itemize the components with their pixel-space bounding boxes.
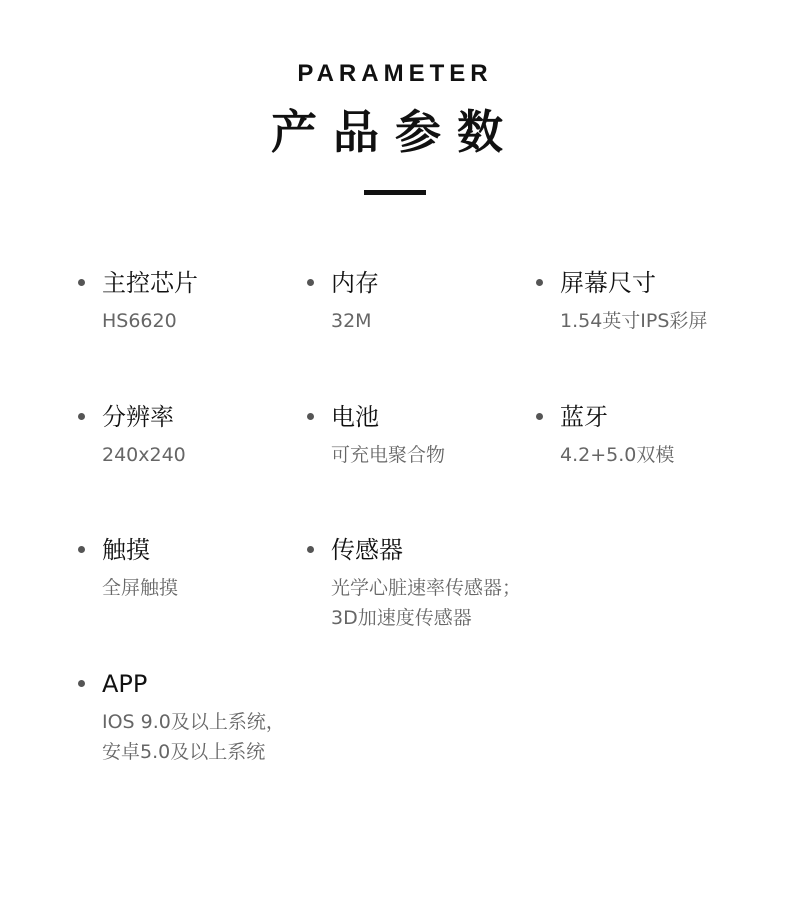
- title-english: PARAMETER: [297, 60, 493, 87]
- bullet-dot: [307, 413, 314, 420]
- param-label: 触摸: [102, 536, 150, 564]
- title-underline: [364, 190, 426, 195]
- param-label: 传感器: [331, 536, 403, 564]
- param-value-line: 3D加速度传感器: [331, 607, 472, 629]
- param-touch: [102, 535, 178, 603]
- param-label: 屏幕尺寸: [560, 269, 656, 297]
- bullet-dot: [536, 413, 543, 420]
- param-value: 1.54英寸IPS彩屏: [560, 310, 708, 332]
- param-value: 4.2+5.0双模: [560, 444, 675, 466]
- page-title: 产品参数: [271, 105, 519, 159]
- bullet-dot: [307, 546, 314, 553]
- param-bluetooth: [560, 402, 674, 470]
- param-value: HS6620: [102, 310, 177, 332]
- param-label: 分辨率: [102, 403, 174, 431]
- param-value-line: IOS 9.0及以上系统，: [102, 711, 285, 733]
- bullet-dot: [536, 279, 543, 286]
- param-sensor: [331, 535, 521, 633]
- param-value: 可充电聚合物: [331, 444, 446, 466]
- param-value: 240x240: [102, 444, 186, 466]
- param-battery: [331, 402, 445, 470]
- bullet-dot: [78, 680, 85, 687]
- param-value-line: 光学心脏速率传感器；: [331, 577, 522, 599]
- param-value: [331, 573, 521, 633]
- param-app: [102, 669, 285, 767]
- bullet-dot: [78, 279, 85, 286]
- param-label: 电池: [331, 403, 379, 431]
- param-screen-size: [560, 268, 707, 336]
- param-resolution: [102, 402, 186, 470]
- param-label: 内存: [331, 269, 379, 297]
- param-label: 蓝牙: [560, 403, 608, 431]
- param-label: APP: [102, 670, 148, 698]
- param-memory: [331, 268, 379, 336]
- bullet-dot: [78, 546, 85, 553]
- bullet-dot: [307, 279, 314, 286]
- param-value-line: 安卓5.0及以上系统: [102, 741, 266, 763]
- bullet-dot: [78, 413, 85, 420]
- param-value: 32M: [331, 310, 372, 332]
- param-chip: [102, 268, 198, 336]
- param-value: [102, 707, 285, 767]
- param-value: 全屏触摸: [102, 577, 179, 599]
- param-label: 主控芯片: [102, 269, 198, 297]
